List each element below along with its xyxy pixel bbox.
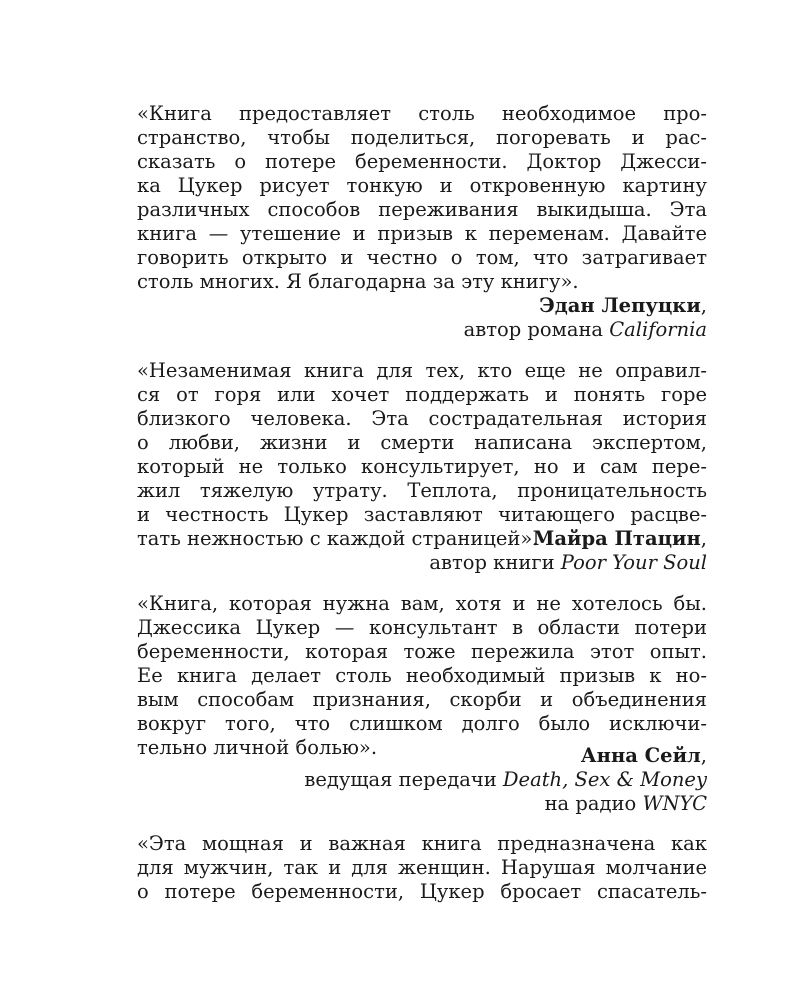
review-1-line-1: «Книга предоставляет столь необходимое про-: [137, 102, 707, 125]
review-1-line-7: говорить открыто и честно о том, что затрагивает: [137, 246, 707, 269]
review-1-line-3: сказать о потере беременности. Доктор Джесси-: [137, 150, 707, 173]
review-2-line-2: ся от горя или хочет поддержать и понять горе: [137, 383, 707, 406]
review-1-line-6: книга — утешение и призыв к переменам. Давайте: [137, 222, 707, 245]
review-3-line-7: тельно личной болью».: [137, 736, 378, 759]
review-3-attribution-station: [137, 792, 707, 816]
review-1-attribution-role: [137, 318, 707, 342]
review-1-line-8: столь многих. Я благодарна за эту книгу».: [137, 270, 579, 293]
review-2-line-5: который не только консультирует, но и сам пере-: [137, 455, 707, 478]
review-1-line-5: различных способов переживания выкидыша. Эта: [137, 198, 707, 221]
review-3-line-5: вым способам признания, скорби и объединения: [137, 688, 707, 711]
review-1-author-name: Эдан Лепуцки: [539, 294, 701, 317]
review-1-attribution-author: [137, 294, 707, 318]
review-3-attribution-role: [137, 768, 707, 792]
review-2-attribution-author: [440, 527, 707, 551]
review-2-line-1: «Незаменимая книга для тех, кто еще не оправил-: [137, 359, 707, 382]
review-2-line-4: о любви, жизни и смерти написана экспертом,: [137, 431, 707, 454]
review-3-author-comma: ,: [700, 744, 707, 767]
review-2-attribution-role: [137, 551, 707, 575]
review-3-line-4: Ее книга делает столь необходимый призыв к но-: [137, 664, 707, 687]
review-2-role-prefix: автор книги: [429, 551, 561, 574]
review-2-author-name: Майра Птацин: [532, 527, 701, 550]
review-3-attribution-author: [440, 744, 707, 768]
review-2-line-3: близкого человека. Эта сострадательная история: [137, 407, 707, 430]
review-3-station-name: WNYC: [642, 792, 707, 815]
review-1-role-prefix: автор романа: [463, 318, 610, 341]
review-2-line-8: тать нежностью с каждой страницей».: [137, 527, 539, 550]
review-3-station-prefix: на радио: [544, 792, 643, 815]
review-3-line-1: «Книга, которая нужна вам, хотя и не хотелось бы.: [137, 592, 707, 615]
review-4-line-2: для мужчин, так и для женщин. Нарушая молчание: [137, 856, 707, 879]
review-2-author-comma: ,: [700, 527, 707, 550]
review-3-role-title: Death, Sex & Money: [502, 768, 707, 791]
review-2-line-7: и честность Цукер заставляют читающего расцве-: [137, 503, 707, 526]
review-3-line-2: Джессика Цукер — консультант в области потери: [137, 616, 707, 639]
review-1-role-title: California: [609, 318, 707, 341]
review-1-line-4: ка Цукер рисует тонкую и откровенную картину: [137, 174, 707, 197]
review-4-line-1: «Эта мощная и важная книга предназначена как: [137, 832, 707, 855]
review-2-role-title: Poor Your Soul: [560, 551, 707, 574]
review-3-role-prefix: ведущая передачи: [304, 768, 503, 791]
review-2-line-6: жил тяжелую утрату. Теплота, проницательность: [137, 479, 707, 502]
review-3-line-3: беременности, которая тоже пережила этот опыт.: [137, 640, 707, 663]
review-1-author-comma: ,: [700, 294, 707, 317]
review-3-author-name: Анна Сейл: [580, 744, 701, 767]
review-4-line-3: о потере беременности, Цукер бросает спасатель-: [137, 880, 707, 903]
review-1-line-2: странство, чтобы поделиться, погоревать и рас-: [137, 126, 707, 149]
review-3-line-6: вокруг того, что слишком долго было исключи-: [137, 712, 707, 735]
